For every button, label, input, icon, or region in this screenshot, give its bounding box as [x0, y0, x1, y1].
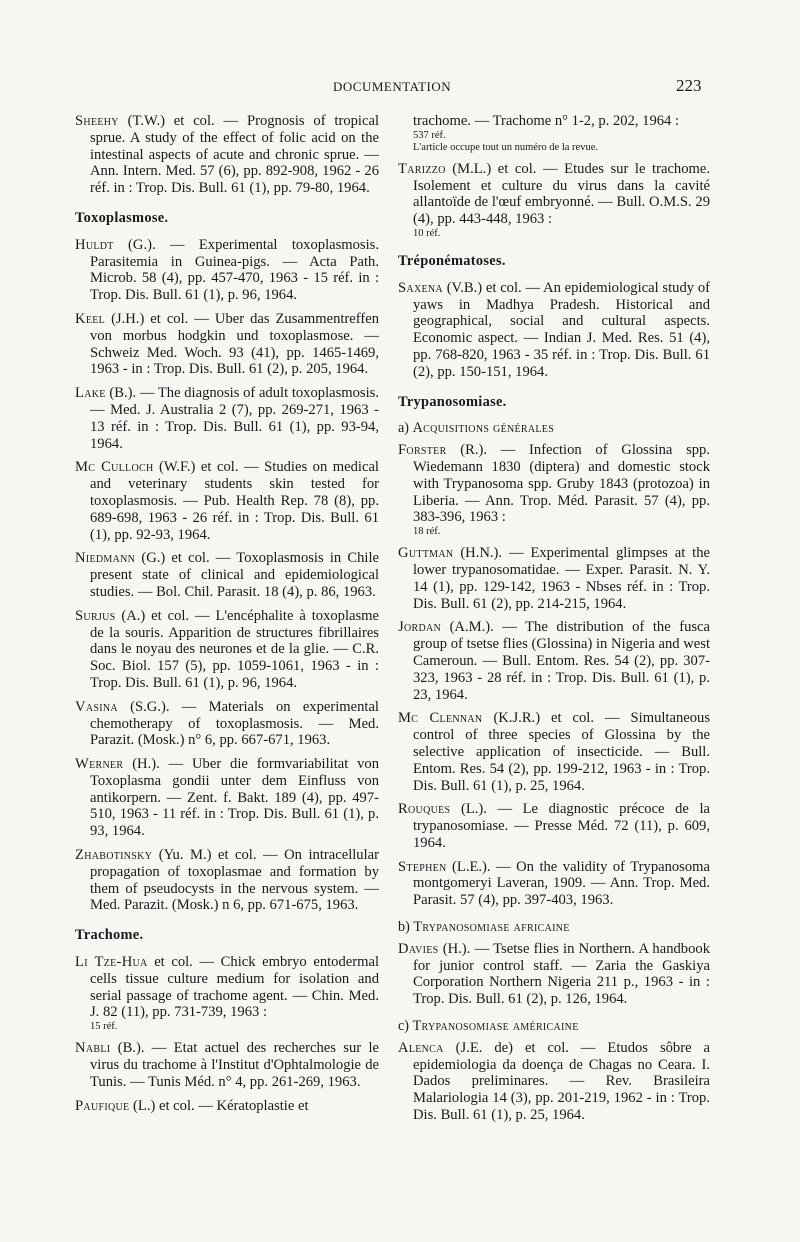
section-heading: Trachome. [75, 927, 144, 944]
bibliography-entry [75, 699, 379, 749]
author-name: Paufique [75, 1097, 130, 1114]
section-heading: Trypanosomiase. [398, 393, 507, 410]
bibliography-entry [75, 1098, 379, 1115]
citation-text: (H.). — Tsetse flies in Northern. A handbook for junior control staff. — Zaria the Gaskiya Corporation Northern Nigeria 211 p., 1963 - in : Trop. Dis. Bull. 61 (2), p. 126, 1964. [413, 940, 710, 1008]
reference-count: 10 réf. [413, 227, 441, 239]
section-heading: Toxoplasmose. [75, 209, 169, 226]
author-name: Sheehy [75, 113, 119, 129]
section-heading: Tréponématoses. [398, 252, 506, 269]
page-number: 223 [676, 76, 702, 95]
subsection-title: Trypanosomiase américaine [412, 1018, 579, 1035]
author-name: Saxena [398, 279, 443, 296]
left-column [75, 113, 379, 1121]
citation-text: (K.J.R.) et col. — Simultaneous control of three species of Glossina by the selective application of insecticide. — Bull. Entom. Res. 54 (2), pp. 199-212, 1963 - in : Trop. Dis. Bull. 61 (1), p. 25, 1964. [413, 710, 710, 794]
citation-text: (Yu. M.) et col. — On intracellular propagation of toxoplasmae and formation by them of pseudocysts in the nervous system. — Med. Parazit. (Mosk.) n 6, pp. 671-675, 1963. [90, 847, 379, 914]
bibliography-entry [398, 710, 710, 794]
running-head: DOCUMENTATION [333, 79, 452, 94]
citation-text: trachome. — Trachome n° 1-2, p. 202, 1964 : [413, 113, 680, 129]
citation-text: (B.). — The diagnosis of adult toxoplasmosis. — Med. J. Australia 2 (7), pp. 269-271, 1963 - 13 réf. in : Trop. Dis. Bull. 61 (1), pp. 93-94, 1964. [90, 385, 379, 452]
author-name: Alenca [398, 1039, 444, 1056]
author-name: Niedmann [75, 550, 136, 567]
bibliography-entry [398, 941, 710, 1008]
bibliography-entry [398, 801, 710, 851]
author-name: Stephen [398, 858, 447, 875]
bibliography-entry [398, 161, 710, 240]
reference-count: 15 réf. [90, 1021, 118, 1033]
author-name: Li Tze-Hua [75, 954, 148, 971]
citation-text: (R.). — Infection of Glossina spp. Wiedemann 1830 (diptera) and domestic stock with Trypanosoma spp. Gruby 1843 (protozoa) in Liberia. — Ann. Trop. Méd. Parasit. 57 (4), pp. 383-396, 1963 : [413, 442, 710, 526]
author-name: Surjus [75, 607, 116, 624]
citation-text: (H.N.). — Experimental glimpses at the lower trypanosomatidae. — Exper. Parasit. N. Y. 14 (1), pp. 129-142, 1963 - Nbses réf. in : Trop. Dis. Bull. 61 (2), pp. 214-215, 1964. [413, 545, 710, 612]
citation-text: (S.G.). — Materials on experimental chemotherapy of toxoplasmosis. — Med. Parazit. (Mosk.) n° 6, pp. 667-671, 1963. [90, 698, 379, 749]
citation-text: (A.M.). — The distribution of the fusca group of tsetse flies (Glossina) in Nigeria and west Cameroun. — Bull. Entom. Res. 54 (2), pp. 307-323, 1963 - 28 réf. in : Trop. Dis. Bull. 61 (1), p. 23, 1964. [413, 619, 710, 703]
subsection-heading [398, 919, 710, 936]
citation-text: (V.B.) et col. — An epidemiological study of yaws in Madhya Pradesh. Historical and geographical, social and cultural aspects. Economic aspect. — Indian J. Med. Res. 51 (4), pp. 768-820, 1963 - 35 réf. in : Trop. Dis. Bull. 61 (2), pp. 150-151, 1964. [413, 279, 710, 380]
citation-text: (G.). — Experimental toxoplasmosis. Parasitemia in Guinea-pigs. — Acta Path. Microb. 58 (4), pp. 457-470, 1963 - 15 réf. in : Trop. Dis. Bull. 61 (1), p. 96, 1964. [90, 236, 379, 304]
reference-count: 18 réf. [413, 526, 441, 538]
subsection-heading [398, 420, 710, 437]
bibliography-entry [75, 550, 379, 600]
bibliography-entry [75, 459, 379, 543]
citation-text: (L.). — Le diagnostic précoce de la trypanosomiase. — Presse Méd. 72 (11), p. 609, 1964. [413, 801, 710, 851]
subsection-heading [398, 1018, 710, 1035]
bibliography-entry [75, 237, 379, 304]
author-name: Vasina [75, 698, 118, 715]
author-name: Huldt [75, 236, 114, 253]
citation-text: (W.F.) et col. — Studies on medical and veterinary students skin tested for toxoplasmosis. — Pub. Health Rep. 78 (8), pp. 689-698, 1963 - 26 réf. in : Trop. Dis. Bull. 61 (1), pp. 92-93, 1964. [90, 459, 379, 543]
bibliography-entry [75, 1040, 379, 1090]
bibliography-entry [398, 1040, 710, 1124]
bibliography-entry [398, 442, 710, 538]
editorial-note: L'article occupe tout un numéro de la revue. [413, 141, 598, 153]
subsection-title: Trypanosomiase africaine [413, 919, 570, 936]
reference-count: 537 réf. [413, 129, 446, 141]
citation-text: (J.E. de) et col. — Etudos sôbre a epidemiologia da doença de Chagas no Ceara. I. Dados preliminares. — Rev. Brasileira Malariologia 14 (3), pp. 201-219, 1962 - in : Trop. Dis. Bull. 61 (1), p. 25, 1964. [413, 1039, 710, 1124]
citation-text: et col. — Chick embryo entodermal cells tissue culture medium for isolation and serial passage of trachome agent. — Chin. Med. J. 82 (11), pp. 731-739, 1963 : [90, 954, 379, 1021]
citation-text: (A.) et col. — L'encéphalite à toxoplasme de la souris. Apparition de structures fibrillaires dans le noyau des neurones et de la glie. — C.R. Soc. Biol. 157 (5), pp. 1059-1061, 1963 - in : Trop. Dis. Bull. 61 (1), p. 96, 1964. [90, 607, 379, 691]
citation-text: (T.W.) et col. — Prognosis of tropical sprue. A study of the effect of folic acid on the intestinal aspects of acute and chronic sprue. — Ann. Intern. Med. 57 (6), pp. 892-908, 1962 - 26 réf. in : Trop. Dis. Bull. 61 (1), pp. 79-80, 1964. [90, 113, 379, 197]
citation-text: (L.E.). — On the validity of Trypanosoma montgomeryi Laveran, 1909. — Ann. Trop. Med. Parasit. 57 (4), pp. 397-403, 1963. [413, 858, 710, 909]
subsection-prefix: b) [398, 919, 414, 936]
author-name: Nabli [75, 1040, 111, 1057]
bibliography-entry [75, 756, 379, 840]
citation-text: (H.). — Uber die formvariabilitat von Toxoplasma gondii unter dem Einfluss von antikorpern. — Zent. f. Bakt. 189 (4), pp. 497-510, 1963 - 11 réf. in : Trop. Dis. Bull. 61 (1), p. 93, 1964. [90, 756, 379, 840]
citation-text: (L.) et col. — Kératoplastie et [129, 1097, 309, 1114]
right-column [398, 113, 710, 1131]
author-name: Werner [75, 756, 124, 773]
author-name: Lake [75, 385, 106, 402]
bibliography-entry [75, 311, 379, 378]
bibliography-entry [398, 280, 710, 381]
author-name: Tarizzo [398, 160, 446, 177]
citation-text: (G.) et col. — Toxoplasmosis in Chile present state of clinical and epidemiological studies. — Bol. Chil. Parasit. 18 (4), p. 86, 1963. [90, 550, 379, 600]
page-header [0, 76, 800, 100]
author-name: Guttman [398, 545, 454, 562]
author-name: Jordan [398, 619, 442, 636]
bibliography-entry [398, 859, 710, 909]
bibliography-entry [75, 608, 379, 692]
citation-text: (J.H.) et col. — Uber das Zusammentreffen von morbus hodgkin und toxoplasmose. — Schweiz Med. Woch. 93 (41), pp. 1465-1469, 1963 - in : Trop. Dis. Bull. 61 (2), p. 205, 1964. [90, 310, 379, 378]
citation-text: (M.L.) et col. — Etudes sur le trachome. Isolement et culture du virus dans la cavité allantoïde de l'œuf embryonné. — Bull. O.M.S. 29 (4), pp. 443-448, 1963 : [413, 160, 710, 228]
author-name: Forster [398, 442, 447, 459]
bibliography-entry [398, 619, 710, 703]
subsection-title: Acquisitions générales [412, 420, 555, 437]
author-name: Keel [75, 310, 106, 327]
subsection-prefix: a) [398, 420, 413, 437]
bibliography-entry [75, 954, 379, 1033]
author-name: Rouques [398, 801, 451, 818]
bibliography-entry [398, 545, 710, 612]
author-name: Mc Culloch [75, 459, 154, 476]
author-name: Davies [398, 940, 439, 957]
bibliography-entry [75, 385, 379, 452]
author-name: Mc Clennan [398, 710, 483, 727]
bibliography-entry [398, 113, 710, 154]
citation-text: (B.). — Etat actuel des recherches sur le virus du trachome à l'Institut d'Ophtalmologie de Tunis. — Tunis Méd. n° 4, pp. 261-269, 1963. [90, 1040, 379, 1090]
author-name: Zhabotinsky [75, 847, 153, 864]
bibliography-entry [75, 113, 379, 197]
subsection-prefix: c) [398, 1018, 413, 1035]
bibliography-entry [75, 847, 379, 914]
